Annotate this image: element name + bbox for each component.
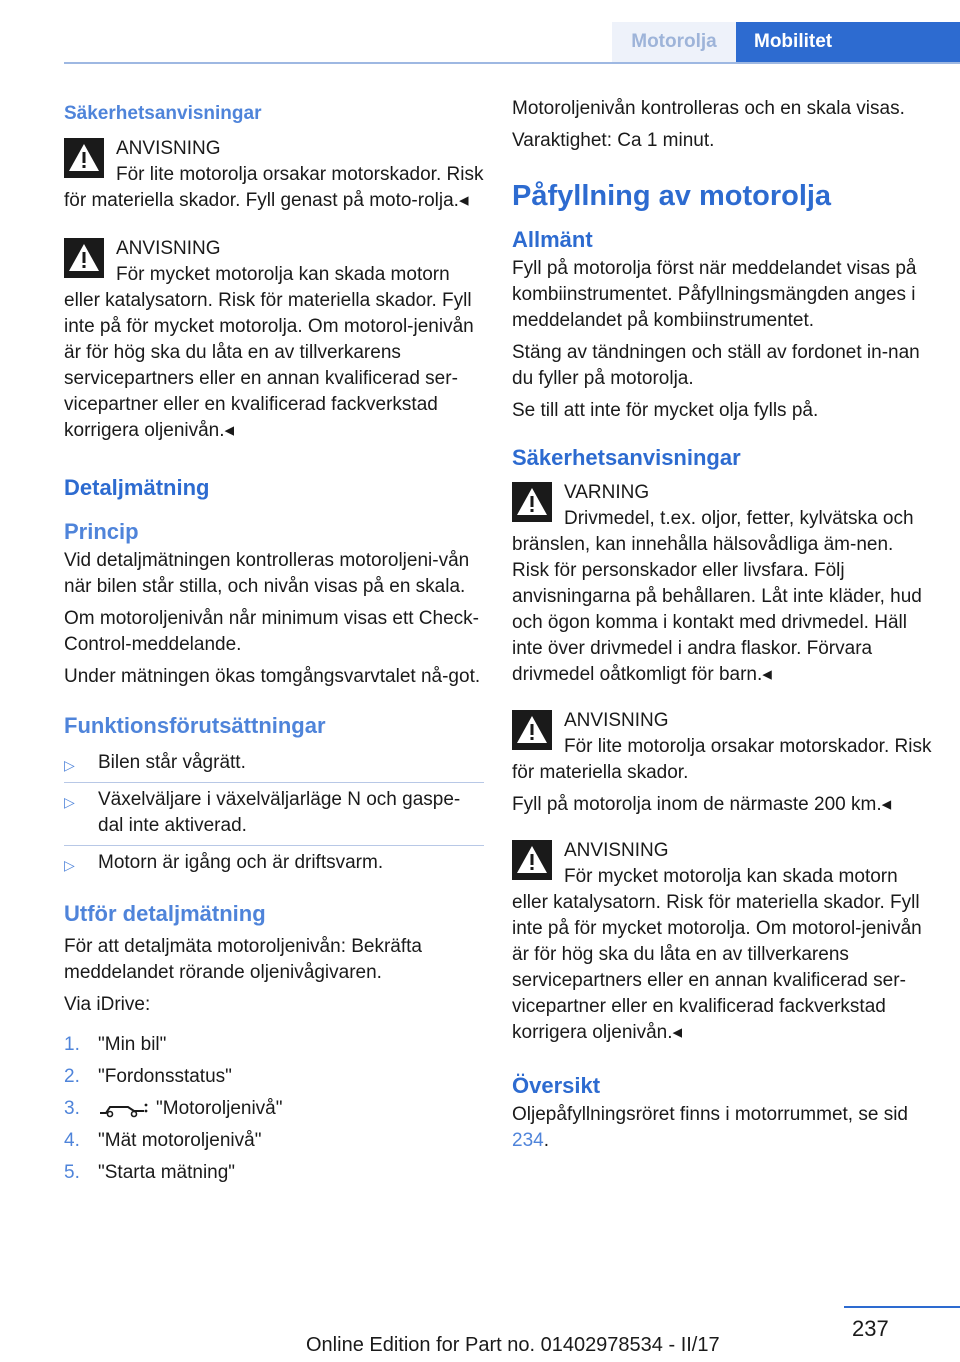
section-heading-detaljmatning: Detaljmätning	[64, 475, 210, 500]
step-number: 1.	[64, 1034, 80, 1055]
warning-text: Drivmedel, t.ex. oljor, fetter, kylvätska och bränslen, kan innehålla hälsovådliga äm-nen. Risk för personskador eller livsfara. Följ anvisningarna på behållaren. Låt inte kläder, hud och ögon komma i kontakt med drivmedel. Häll inte över drivmedel i andra flaskor. Förvara drivmedel oåtkomligt för barn.◂	[512, 508, 922, 685]
warning-label: ANVISNING	[116, 138, 221, 159]
warning-text: Fyll på motorolja inom de närmaste 200 km.◂	[512, 794, 892, 815]
warning-triangle-icon	[512, 482, 552, 522]
header-tab-motorolja[interactable]: Motorolja	[612, 22, 736, 62]
step-number: 3.	[64, 1098, 80, 1119]
triangle-bullet-icon: ▷	[64, 757, 75, 773]
list-item	[64, 846, 484, 882]
paragraph: Fyll på motorolja först när meddelandet visas på kombiinstrumentet. Påfyllningsmängden anges i meddelandet på kombiinstrumentet.	[512, 258, 917, 331]
subheading-general: Allmänt	[512, 227, 593, 252]
step-number: 5.	[64, 1162, 80, 1183]
list-item-text: Motorn är igång och är driftsvarm.	[98, 852, 384, 873]
paragraph	[512, 1102, 932, 1154]
paragraph: För att detaljmäta motoroljenivån: Bekräfta meddelandet rörande oljenivågivaren.	[64, 936, 423, 983]
warning-triangle-icon	[64, 138, 104, 178]
header-rule	[64, 62, 960, 64]
paragraph: Vid detaljmätningen kontrolleras motoroljeni-vån när bilen står stilla, och nivån visas på en skala.	[64, 550, 470, 597]
overview-end: .	[543, 1130, 549, 1151]
section-heading-refill: Påfyllning av motorolja	[512, 180, 832, 212]
warning-label: ANVISNING	[564, 840, 669, 861]
paragraph: Se till att inte för mycket olja fylls på.	[512, 400, 819, 421]
list-item	[64, 1064, 484, 1090]
subheading-overview: Översikt	[512, 1073, 601, 1098]
step-text: "Mät motoroljenivå"	[98, 1130, 262, 1151]
warning-text: För lite motorolja orsakar motorskador. Risk för materiella skador.	[512, 736, 932, 783]
paragraph: Motoroljenivån kontrolleras och en skala visas.	[512, 98, 905, 119]
list-item	[64, 746, 484, 783]
header-tab-mobilitet[interactable]: Mobilitet	[736, 22, 960, 62]
safety-heading: Säkerhetsanvisningar	[512, 445, 741, 470]
overview-text: Oljepåfyllningsröret finns i motorrummet, se sid	[512, 1104, 908, 1125]
warning-block	[512, 480, 932, 688]
car-icon	[98, 1099, 148, 1119]
warning-text: För lite motorolja orsakar motorskador. Risk för materiella skador. Fyll genast på moto-rolja.◂	[64, 164, 484, 211]
requirements-list	[64, 746, 484, 882]
warning-label: VARNING	[564, 482, 650, 503]
warning-block	[64, 236, 484, 444]
warning-triangle-icon	[512, 840, 552, 880]
warning-block	[512, 708, 932, 818]
list-item	[64, 1096, 484, 1122]
page-number: 237	[852, 1316, 889, 1341]
step-text: "Min bil"	[98, 1034, 167, 1055]
paragraph: Via iDrive:	[64, 994, 151, 1015]
warning-text: För mycket motorolja kan skada motorn eller katalysatorn. Risk för materiella skador. Fyll inte på för mycket motorolja. Om motorol-jenivån är för hög ska du låta en av tillverkarens servicepartners eller en annan kvalificerad ser-vicepartner eller en kvalificerad fackverkstad korrigera oljenivån.◂	[64, 264, 474, 441]
warning-triangle-icon	[512, 710, 552, 750]
page-link[interactable]: 234	[512, 1130, 544, 1151]
paragraph: Varaktighet: Ca 1 minut.	[512, 130, 715, 151]
safety-heading: Säkerhetsanvisningar	[64, 103, 262, 124]
list-item	[64, 1128, 484, 1154]
list-item-text: Växelväljare i växelväljarläge N och gaspe-dal inte aktiverad.	[98, 789, 461, 836]
step-number: 4.	[64, 1130, 80, 1151]
subheading-requirements: Funktionsförutsättningar	[64, 713, 326, 738]
list-item	[64, 1032, 484, 1058]
step-text: "Starta mätning"	[98, 1162, 236, 1183]
paragraph: Stäng av tändningen och ställ av fordonet in-nan du fyller på motorolja.	[512, 342, 920, 389]
left-column	[64, 96, 484, 1192]
step-text: "Fordonsstatus"	[98, 1066, 232, 1087]
warning-label: ANVISNING	[116, 238, 221, 259]
steps-list	[64, 1032, 484, 1186]
list-item	[64, 783, 484, 846]
step-number: 2.	[64, 1066, 80, 1087]
warning-text: För mycket motorolja kan skada motorn eller katalysatorn. Risk för materiella skador. Fyll inte på för mycket motorolja. Om motorol-jenivån är för hög ska du låta en av tillverkarens servicepartners eller en annan kvalificerad ser-vicepartner eller en kvalificerad fackverkstad korrigera oljenivån.◂	[512, 866, 922, 1043]
list-item	[64, 1160, 484, 1186]
paragraph: Om motoroljenivån når minimum visas ett Check-Control-meddelande.	[64, 608, 479, 655]
right-column	[512, 96, 932, 1160]
subheading-princip: Princip	[64, 519, 139, 544]
warning-block	[512, 838, 932, 1046]
paragraph: Under mätningen ökas tomgångsvarvtalet nå-got.	[64, 666, 481, 687]
list-item-text: Bilen står vågrätt.	[98, 752, 246, 773]
page-number-rule	[844, 1306, 960, 1308]
triangle-bullet-icon: ▷	[64, 794, 75, 810]
warning-label: ANVISNING	[564, 710, 669, 731]
step-text: "Motoroljenivå"	[156, 1098, 283, 1119]
warning-triangle-icon	[64, 238, 104, 278]
warning-block	[64, 136, 484, 214]
footer-edition: Online Edition for Part no. 01402978534 - II/17	[306, 1334, 720, 1356]
triangle-bullet-icon: ▷	[64, 857, 75, 873]
subheading-perform: Utför detaljmätning	[64, 901, 266, 926]
